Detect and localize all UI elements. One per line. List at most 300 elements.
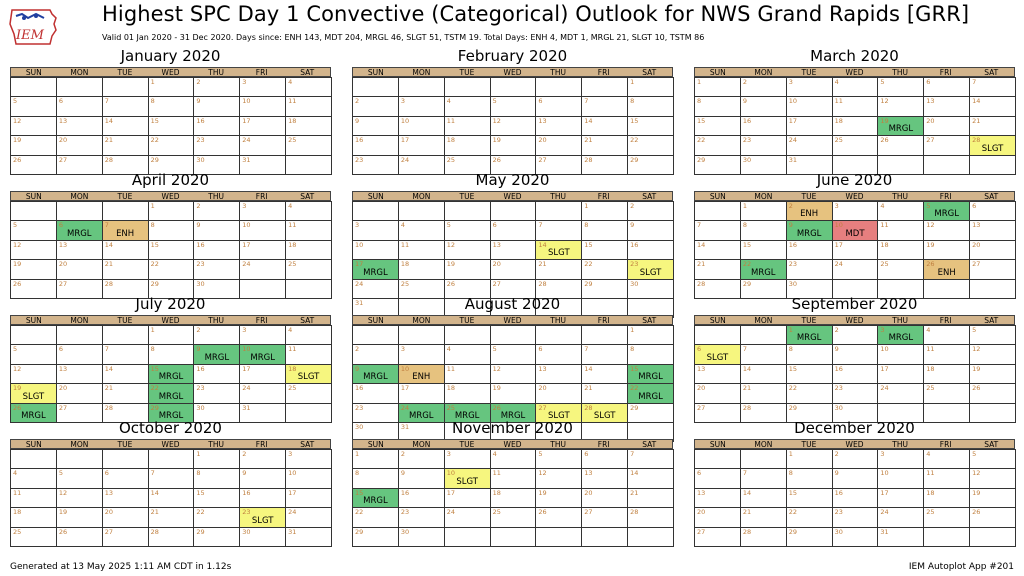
day-cell xyxy=(832,488,879,508)
day-number: 3 xyxy=(880,450,885,458)
day-cell xyxy=(56,135,103,155)
day-cell xyxy=(10,116,57,136)
day-cell xyxy=(352,383,399,403)
day-cell xyxy=(581,116,628,136)
day-cell xyxy=(148,468,195,488)
weekday-label: THU xyxy=(892,192,908,201)
day-number: 6 xyxy=(492,221,497,230)
day-cell xyxy=(969,449,1016,469)
day-cell xyxy=(969,259,1016,279)
weekday-label: WED xyxy=(845,316,864,325)
day-number: 11 xyxy=(400,240,410,249)
outlook-label: MRGL xyxy=(454,410,480,421)
day-number: 26 xyxy=(880,136,889,145)
day-cell xyxy=(239,325,286,345)
day-number: 14 xyxy=(972,97,981,106)
day-number: 2 xyxy=(242,450,247,458)
day-number: 12 xyxy=(538,469,547,478)
day-cell xyxy=(786,507,833,527)
day-number: 26 xyxy=(58,527,68,536)
day-cell xyxy=(148,383,195,403)
day-cell xyxy=(193,449,240,469)
day-cell xyxy=(740,259,787,279)
day-cell xyxy=(148,77,195,97)
weekday-label: SAT xyxy=(642,440,657,449)
day-number: 8 xyxy=(150,345,155,354)
day-number: 8 xyxy=(150,221,155,230)
day-cell xyxy=(193,116,240,136)
day-cell xyxy=(923,507,970,527)
day-number: 17 xyxy=(400,384,410,393)
weekday-label: TUE xyxy=(459,192,475,201)
day-cell xyxy=(627,507,674,527)
generated-note: Generated at 13 May 2025 1:11 AM CDT in 1.12s xyxy=(10,562,232,572)
day-cell xyxy=(10,240,57,260)
day-number: 20 xyxy=(697,384,706,393)
day-number: 16 xyxy=(630,240,639,249)
day-number: 24 xyxy=(834,260,843,269)
day-number: 30 xyxy=(196,403,205,412)
day-cell xyxy=(148,527,195,547)
day-number: 7 xyxy=(742,469,747,478)
day-cell xyxy=(877,507,924,527)
day-number: 22 xyxy=(150,384,159,393)
day-cell xyxy=(786,220,833,240)
outlook-label: MRGL xyxy=(638,391,663,402)
day-cell xyxy=(193,135,240,155)
day-cell xyxy=(352,116,399,136)
day-number: 26 xyxy=(13,155,22,164)
day-cell xyxy=(10,259,57,279)
day-cell xyxy=(694,116,741,136)
day-cell xyxy=(877,259,924,279)
day-number: 25 xyxy=(288,136,297,145)
day-cell xyxy=(193,527,240,547)
day-cell xyxy=(10,96,57,116)
day-number: 2 xyxy=(834,326,839,334)
day-cell xyxy=(193,468,240,488)
day-number: 10 xyxy=(880,345,889,354)
day-cell xyxy=(102,220,149,240)
day-cell xyxy=(581,507,628,527)
day-number: 27 xyxy=(104,527,113,536)
day-number: 23 xyxy=(400,508,410,517)
day-number: 24 xyxy=(242,384,251,393)
day-cell xyxy=(444,507,491,527)
day-number: 8 xyxy=(584,221,589,230)
outlook-label: SLGT xyxy=(297,372,320,383)
day-cell xyxy=(877,449,924,469)
day-cell xyxy=(832,364,879,384)
day-cell xyxy=(740,468,787,488)
day-number: 28 xyxy=(630,508,639,517)
day-number: 28 xyxy=(104,155,113,164)
day-cell xyxy=(627,383,674,403)
day-cell xyxy=(10,507,57,527)
weekday-label: MON xyxy=(754,192,773,201)
day-cell xyxy=(56,116,103,136)
day-number: 17 xyxy=(355,260,364,269)
outlook-label: MRGL xyxy=(158,372,184,383)
day-cell xyxy=(398,449,445,469)
weekday-label: SUN xyxy=(25,192,42,201)
day-cell xyxy=(740,449,787,469)
day-number: 14 xyxy=(697,240,706,249)
day-cell xyxy=(832,468,879,488)
day-cell xyxy=(102,468,149,488)
day-cell xyxy=(56,240,103,260)
day-number: 7 xyxy=(538,221,543,230)
day-number: 15 xyxy=(788,364,797,373)
day-cell xyxy=(444,240,491,260)
day-number: 11 xyxy=(446,116,455,125)
day-cell xyxy=(969,96,1016,116)
weekday-label: FRI xyxy=(597,192,610,201)
day-cell xyxy=(923,259,970,279)
day-number: 15 xyxy=(150,364,159,373)
day-cell xyxy=(102,240,149,260)
day-cell xyxy=(627,364,674,384)
day-number: 30 xyxy=(834,403,843,412)
day-number: 22 xyxy=(788,508,797,517)
day-number: 15 xyxy=(697,116,706,125)
day-cell xyxy=(398,220,445,240)
month-title: August 2020 xyxy=(464,295,561,313)
day-cell xyxy=(923,116,970,136)
day-number: 3 xyxy=(834,202,839,210)
day-number: 17 xyxy=(242,116,251,125)
month-title: September 2020 xyxy=(791,295,918,313)
weekday-label: SUN xyxy=(25,316,42,325)
day-cell xyxy=(102,507,149,527)
day-cell xyxy=(969,77,1016,97)
day-cell xyxy=(285,240,332,260)
day-number: 3 xyxy=(880,326,885,334)
day-number: 17 xyxy=(880,488,889,497)
month-title: June 2020 xyxy=(816,171,893,189)
weekday-label: MON xyxy=(754,440,773,449)
weekday-header xyxy=(10,67,331,77)
day-number: 16 xyxy=(242,488,251,497)
outlook-label: ENH xyxy=(937,267,956,278)
day-cell xyxy=(10,488,57,508)
day-cell xyxy=(10,77,57,97)
day-number: 18 xyxy=(13,508,22,517)
day-cell xyxy=(581,201,628,221)
day-number: 26 xyxy=(538,508,547,517)
day-cell xyxy=(285,116,332,136)
day-cell xyxy=(285,259,332,279)
weekday-label: FRI xyxy=(255,68,268,77)
day-cell xyxy=(193,77,240,97)
weekday-label: SUN xyxy=(367,68,384,77)
day-number: 26 xyxy=(926,260,935,269)
weekday-label: SAT xyxy=(984,192,999,201)
day-cell xyxy=(969,383,1016,403)
weekday-label: FRI xyxy=(255,440,268,449)
day-number: 1 xyxy=(150,78,155,86)
day-number: 7 xyxy=(104,345,109,354)
day-number: 29 xyxy=(788,527,797,536)
day-cell xyxy=(627,259,674,279)
weekday-label: MON xyxy=(754,316,773,325)
day-cell xyxy=(10,135,57,155)
day-number: 13 xyxy=(972,221,981,230)
day-cell xyxy=(285,96,332,116)
day-number: 17 xyxy=(446,488,455,497)
month-title: March 2020 xyxy=(810,47,899,65)
day-cell xyxy=(627,449,674,469)
app-label: IEM Autoplot App #201 xyxy=(908,562,1014,572)
month-calendar xyxy=(10,48,331,172)
weekday-label: THU xyxy=(550,440,566,449)
day-number: 19 xyxy=(492,384,501,393)
day-cell xyxy=(102,77,149,97)
day-cell xyxy=(740,116,787,136)
day-cell xyxy=(490,77,537,97)
day-cell xyxy=(923,77,970,97)
day-number: 8 xyxy=(630,97,635,106)
day-cell xyxy=(694,383,741,403)
day-number: 21 xyxy=(584,384,593,393)
day-number: 5 xyxy=(880,78,885,86)
day-cell xyxy=(969,201,1016,221)
day-cell xyxy=(923,527,970,547)
day-cell xyxy=(239,449,286,469)
day-number: 28 xyxy=(972,136,981,145)
day-number: 23 xyxy=(630,260,639,269)
day-number: 18 xyxy=(288,116,297,125)
day-number: 13 xyxy=(58,116,68,125)
day-cell xyxy=(56,344,103,364)
day-number: 12 xyxy=(13,116,22,125)
day-number: 13 xyxy=(697,488,706,497)
day-cell xyxy=(581,383,628,403)
outlook-label: MRGL xyxy=(66,228,92,239)
weekday-label: WED xyxy=(845,68,864,77)
weekday-label: MON xyxy=(412,316,431,325)
day-cell xyxy=(877,116,924,136)
day-number: 13 xyxy=(104,488,113,497)
day-number: 16 xyxy=(742,116,752,125)
day-number: 4 xyxy=(400,221,405,230)
day-cell xyxy=(535,449,582,469)
day-number: 10 xyxy=(834,221,843,230)
month-calendar xyxy=(352,420,673,544)
day-cell xyxy=(56,507,103,527)
day-number: 6 xyxy=(104,469,109,478)
day-cell xyxy=(627,135,674,155)
day-number: 19 xyxy=(880,116,889,125)
day-number: 9 xyxy=(242,469,247,478)
day-cell xyxy=(535,507,582,527)
day-cell xyxy=(694,488,741,508)
day-number: 18 xyxy=(926,364,935,373)
month-calendar xyxy=(10,172,331,296)
day-number: 24 xyxy=(242,136,251,145)
day-cell xyxy=(102,383,149,403)
day-number: 21 xyxy=(584,136,593,145)
day-number: 26 xyxy=(492,155,501,164)
day-number: 31 xyxy=(788,155,797,164)
day-cell xyxy=(627,325,674,345)
day-number: 16 xyxy=(196,364,205,373)
day-number: 27 xyxy=(58,403,68,412)
day-number: 29 xyxy=(788,403,797,412)
weekday-label: TUE xyxy=(459,440,475,449)
day-cell xyxy=(786,527,833,547)
outlook-label: SLGT xyxy=(593,410,616,421)
day-cell xyxy=(148,507,195,527)
day-number: 18 xyxy=(926,488,935,497)
day-cell xyxy=(193,344,240,364)
day-cell xyxy=(444,488,491,508)
day-number: 17 xyxy=(242,240,251,249)
day-cell xyxy=(148,344,195,364)
day-cell xyxy=(877,96,924,116)
day-number: 19 xyxy=(972,364,981,373)
day-number: 9 xyxy=(196,221,201,230)
weekday-header xyxy=(352,67,673,77)
day-number: 19 xyxy=(972,488,981,497)
weekday-label: SAT xyxy=(984,316,999,325)
day-cell xyxy=(740,344,787,364)
weekday-label: SAT xyxy=(642,68,657,77)
day-number: 7 xyxy=(150,469,155,478)
weekday-label: TUE xyxy=(459,316,475,325)
day-number: 14 xyxy=(742,488,752,497)
day-number: 9 xyxy=(196,97,201,106)
day-cell xyxy=(786,201,833,221)
day-cell xyxy=(148,201,195,221)
day-cell xyxy=(694,344,741,364)
day-number: 23 xyxy=(196,384,205,393)
day-number: 10 xyxy=(242,97,251,106)
day-cell xyxy=(877,468,924,488)
day-number: 28 xyxy=(150,527,159,536)
day-cell xyxy=(832,259,879,279)
day-number: 7 xyxy=(584,345,589,354)
day-cell xyxy=(627,96,674,116)
day-number: 1 xyxy=(150,326,155,334)
day-number: 1 xyxy=(150,202,155,210)
day-cell xyxy=(10,468,57,488)
weekday-label: THU xyxy=(208,440,224,449)
day-number: 7 xyxy=(104,97,109,106)
day-number: 22 xyxy=(630,384,639,393)
day-number: 5 xyxy=(58,469,63,478)
day-number: 11 xyxy=(834,97,843,106)
day-cell xyxy=(102,116,149,136)
weekday-label: FRI xyxy=(597,68,610,77)
weekday-label: TUE xyxy=(801,68,817,77)
weekday-label: SUN xyxy=(25,440,42,449)
day-cell xyxy=(239,468,286,488)
day-number: 25 xyxy=(288,384,297,393)
day-cell xyxy=(877,488,924,508)
day-cell xyxy=(786,364,833,384)
day-cell xyxy=(102,364,149,384)
day-cell xyxy=(535,135,582,155)
weekday-label: THU xyxy=(208,68,224,77)
day-cell xyxy=(923,96,970,116)
weekday-label: SAT xyxy=(642,316,657,325)
day-number: 8 xyxy=(150,97,155,106)
day-cell xyxy=(352,364,399,384)
day-cell xyxy=(239,488,286,508)
day-number: 12 xyxy=(58,488,68,497)
weekday-label: MON xyxy=(70,316,89,325)
outlook-label: MRGL xyxy=(408,410,434,421)
day-cell xyxy=(535,96,582,116)
weekday-label: SUN xyxy=(709,192,726,201)
day-number: 3 xyxy=(400,97,405,106)
day-number: 7 xyxy=(742,345,747,354)
day-number: 20 xyxy=(926,116,935,125)
day-number: 4 xyxy=(834,78,839,86)
day-cell xyxy=(694,325,741,345)
day-cell xyxy=(352,259,399,279)
logo-text: IEM xyxy=(16,28,44,43)
outlook-label: MDT xyxy=(845,228,865,239)
day-cell xyxy=(193,240,240,260)
day-cell xyxy=(627,201,674,221)
day-cell xyxy=(581,488,628,508)
day-number: 9 xyxy=(834,469,839,478)
day-cell xyxy=(581,527,628,547)
day-cell xyxy=(740,220,787,240)
day-cell xyxy=(969,344,1016,364)
day-cell xyxy=(969,116,1016,136)
day-number: 21 xyxy=(104,136,113,145)
day-cell xyxy=(239,201,286,221)
weekday-label: FRI xyxy=(597,316,610,325)
day-cell xyxy=(490,220,537,240)
day-number: 14 xyxy=(104,240,113,249)
outlook-label: SLGT xyxy=(22,391,45,402)
day-cell xyxy=(102,527,149,547)
day-number: 9 xyxy=(400,469,405,478)
day-cell xyxy=(352,507,399,527)
day-number: 10 xyxy=(242,345,251,354)
day-cell xyxy=(10,344,57,364)
day-cell xyxy=(581,96,628,116)
outlook-label: MRGL xyxy=(21,410,46,421)
outlook-label: MRGL xyxy=(796,228,822,239)
day-number: 21 xyxy=(972,116,981,125)
day-number: 29 xyxy=(196,527,205,536)
day-number: 19 xyxy=(492,136,501,145)
day-number: 14 xyxy=(104,364,113,373)
day-number: 23 xyxy=(196,260,205,269)
day-cell xyxy=(490,259,537,279)
day-cell xyxy=(444,259,491,279)
weekday-label: WED xyxy=(503,316,522,325)
day-cell xyxy=(877,77,924,97)
day-cell xyxy=(444,201,491,221)
day-number: 5 xyxy=(972,326,977,334)
day-number: 14 xyxy=(538,240,547,249)
day-number: 22 xyxy=(697,136,706,145)
day-number: 1 xyxy=(742,202,747,210)
weekday-label: SUN xyxy=(367,192,384,201)
day-cell xyxy=(786,96,833,116)
day-cell xyxy=(148,220,195,240)
day-cell xyxy=(239,135,286,155)
day-cell xyxy=(490,96,537,116)
day-number: 12 xyxy=(880,97,889,106)
weekday-label: WED xyxy=(845,440,864,449)
